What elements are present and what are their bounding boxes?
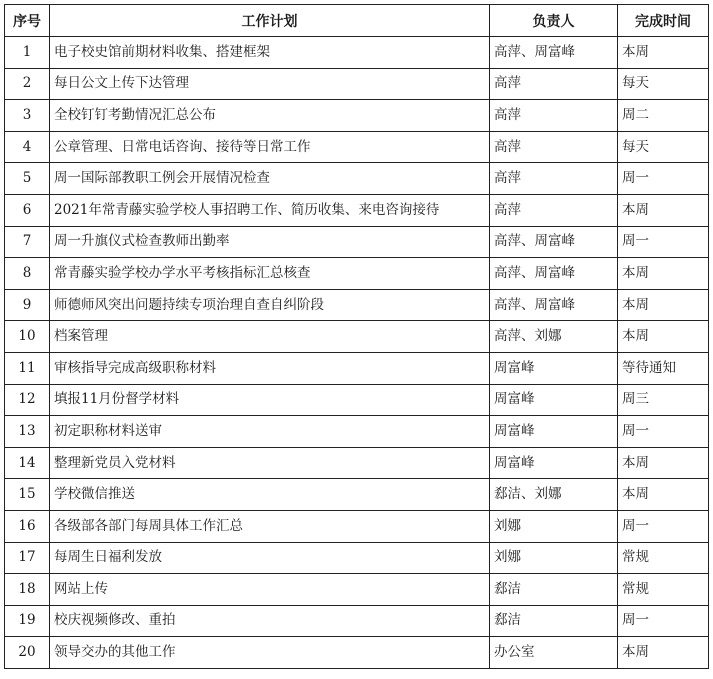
- task-cell: 初定职称材料送审: [50, 416, 490, 448]
- task-cell: 整理新党员入党材料: [50, 447, 490, 479]
- table-row: [5, 637, 709, 669]
- header-due: 完成时间: [618, 5, 709, 37]
- owner-cell: 高萍、刘娜: [490, 321, 618, 353]
- table-row: [5, 100, 709, 132]
- due-cell: 周二: [618, 100, 709, 132]
- owner-cell: 刘娜: [490, 542, 618, 574]
- due-cell: 本周: [618, 258, 709, 290]
- due-cell: 周三: [618, 384, 709, 416]
- seq-cell: 2: [5, 68, 50, 100]
- owner-cell: 高萍: [490, 131, 618, 163]
- task-cell: 全校钉钉考勤情况汇总公布: [50, 100, 490, 132]
- owner-cell: 高萍: [490, 163, 618, 195]
- due-cell: 本周: [618, 37, 709, 69]
- task-cell: 常青藤实验学校办学水平考核指标汇总核查: [50, 258, 490, 290]
- table-row: [5, 321, 709, 353]
- seq-cell: 4: [5, 131, 50, 163]
- due-cell: 周一: [618, 226, 709, 258]
- header-owner: 负责人: [490, 5, 618, 37]
- owner-cell: 高萍、周富峰: [490, 289, 618, 321]
- seq-cell: 5: [5, 163, 50, 195]
- due-cell: 周一: [618, 416, 709, 448]
- task-cell: 师德师风突出问题持续专项治理自查自纠阶段: [50, 289, 490, 321]
- task-cell: 每日公文上传下达管理: [50, 68, 490, 100]
- seq-cell: 15: [5, 479, 50, 511]
- table-row: [5, 68, 709, 100]
- task-cell: 审核指导完成高级职称材料: [50, 352, 490, 384]
- seq-cell: 9: [5, 289, 50, 321]
- table-row: [5, 194, 709, 226]
- owner-cell: 周富峰: [490, 416, 618, 448]
- due-cell: 每天: [618, 68, 709, 100]
- task-cell: 填报11月份督学材料: [50, 384, 490, 416]
- owner-cell: 办公室: [490, 637, 618, 669]
- table-row: [5, 510, 709, 542]
- due-cell: 等待通知: [618, 352, 709, 384]
- seq-cell: 12: [5, 384, 50, 416]
- header-task: 工作计划: [50, 5, 490, 37]
- task-cell: 领导交办的其他工作: [50, 637, 490, 669]
- owner-cell: 周富峰: [490, 447, 618, 479]
- table-row: [5, 574, 709, 606]
- seq-cell: 1: [5, 37, 50, 69]
- seq-cell: 7: [5, 226, 50, 258]
- owner-cell: 周富峰: [490, 352, 618, 384]
- due-cell: 周一: [618, 510, 709, 542]
- table-body: [5, 37, 709, 669]
- task-cell: 周一升旗仪式检查教师出勤率: [50, 226, 490, 258]
- seq-cell: 13: [5, 416, 50, 448]
- task-cell: 公章管理、日常电话咨询、接待等日常工作: [50, 131, 490, 163]
- table-row: [5, 37, 709, 69]
- owner-cell: 高萍、周富峰: [490, 37, 618, 69]
- seq-cell: 11: [5, 352, 50, 384]
- due-cell: 每天: [618, 131, 709, 163]
- owner-cell: 郄洁: [490, 605, 618, 637]
- owner-cell: 高萍、周富峰: [490, 226, 618, 258]
- due-cell: 本周: [618, 194, 709, 226]
- due-cell: 周一: [618, 605, 709, 637]
- table-row: [5, 163, 709, 195]
- task-cell: 网站上传: [50, 574, 490, 606]
- table-row: [5, 605, 709, 637]
- seq-cell: 14: [5, 447, 50, 479]
- task-cell: 校庆视频修改、重拍: [50, 605, 490, 637]
- seq-cell: 16: [5, 510, 50, 542]
- task-cell: 档案管理: [50, 321, 490, 353]
- task-cell: 2021年常青藤实验学校人事招聘工作、简历收集、来电咨询接待: [50, 194, 490, 226]
- table-row: [5, 416, 709, 448]
- owner-cell: 高萍: [490, 100, 618, 132]
- seq-cell: 3: [5, 100, 50, 132]
- table-header-row: [5, 5, 709, 37]
- seq-cell: 19: [5, 605, 50, 637]
- owner-cell: 高萍: [490, 68, 618, 100]
- owner-cell: 郄洁: [490, 574, 618, 606]
- due-cell: 本周: [618, 321, 709, 353]
- table-row: [5, 542, 709, 574]
- work-plan-table: [4, 4, 709, 669]
- due-cell: 本周: [618, 637, 709, 669]
- table-row: [5, 258, 709, 290]
- table-row: [5, 289, 709, 321]
- table-row: [5, 447, 709, 479]
- seq-cell: 20: [5, 637, 50, 669]
- header-seq: 序号: [5, 5, 50, 37]
- seq-cell: 8: [5, 258, 50, 290]
- due-cell: 本周: [618, 447, 709, 479]
- owner-cell: 高萍、周富峰: [490, 258, 618, 290]
- seq-cell: 17: [5, 542, 50, 574]
- table-row: [5, 131, 709, 163]
- seq-cell: 6: [5, 194, 50, 226]
- owner-cell: 周富峰: [490, 384, 618, 416]
- seq-cell: 10: [5, 321, 50, 353]
- due-cell: 常规: [618, 574, 709, 606]
- task-cell: 每周生日福利发放: [50, 542, 490, 574]
- task-cell: 电子校史馆前期材料收集、搭建框架: [50, 37, 490, 69]
- due-cell: 常规: [618, 542, 709, 574]
- owner-cell: 高萍: [490, 194, 618, 226]
- owner-cell: 刘娜: [490, 510, 618, 542]
- task-cell: 周一国际部教职工例会开展情况检查: [50, 163, 490, 195]
- owner-cell: 郄洁、刘娜: [490, 479, 618, 511]
- due-cell: 本周: [618, 479, 709, 511]
- table-row: [5, 479, 709, 511]
- task-cell: 学校微信推送: [50, 479, 490, 511]
- table-row: [5, 384, 709, 416]
- table-row: [5, 226, 709, 258]
- due-cell: 周一: [618, 163, 709, 195]
- due-cell: 本周: [618, 289, 709, 321]
- table-row: [5, 352, 709, 384]
- seq-cell: 18: [5, 574, 50, 606]
- task-cell: 各级部各部门每周具体工作汇总: [50, 510, 490, 542]
